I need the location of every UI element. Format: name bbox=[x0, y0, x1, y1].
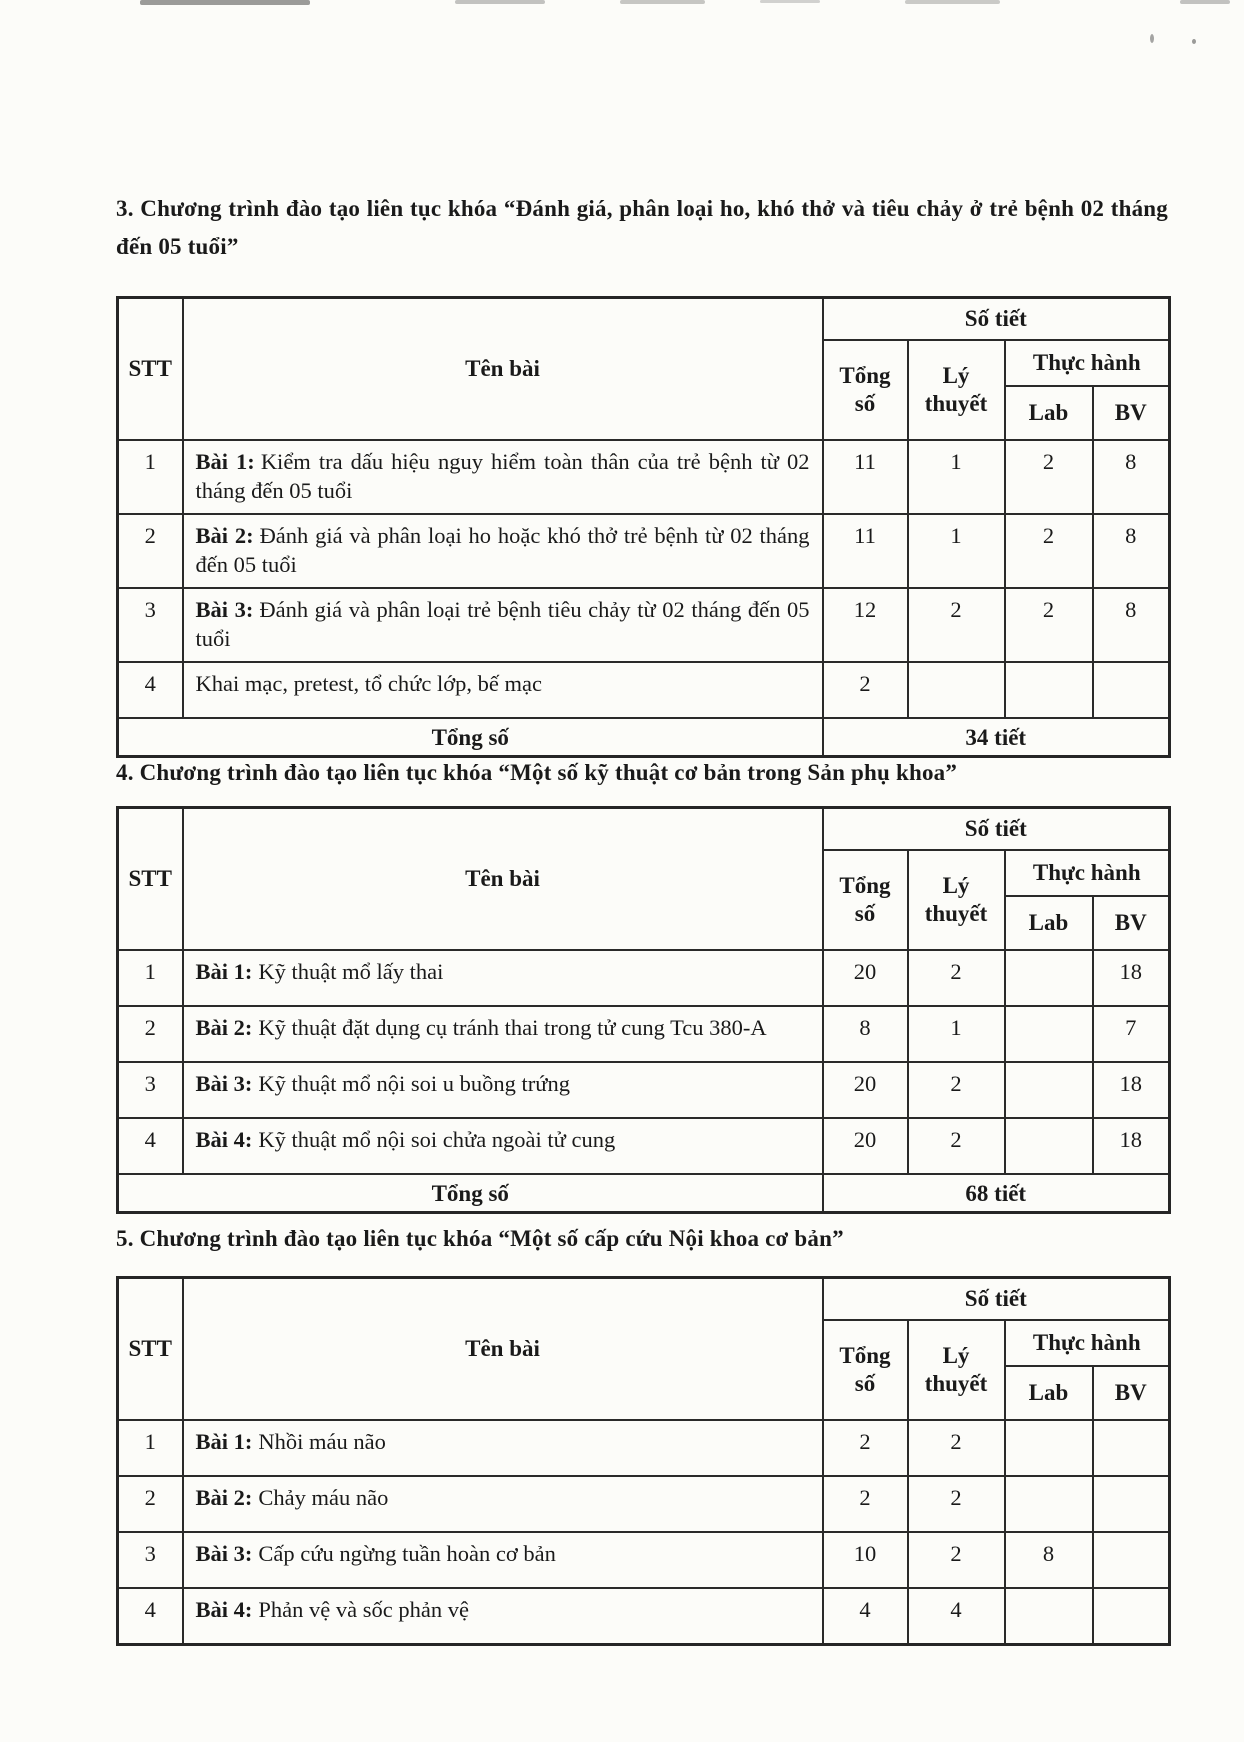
cell-ly-thuyet: 2 bbox=[908, 1118, 1005, 1174]
table-row bbox=[118, 950, 1170, 1006]
cell-ten-bai bbox=[183, 1062, 823, 1118]
cell-ly-thuyet: 2 bbox=[908, 950, 1005, 1006]
cell-total-label: Tổng số bbox=[118, 718, 823, 757]
cell-stt: 4 bbox=[118, 1588, 183, 1645]
lesson-text: Kỹ thuật mổ nội soi u buồng trứng bbox=[258, 1071, 570, 1096]
col-header-bv: BV bbox=[1093, 386, 1170, 440]
cell-tong-so: 2 bbox=[823, 662, 908, 718]
col-header-tong-so: Tổng số bbox=[823, 850, 908, 950]
cell-stt: 2 bbox=[118, 1006, 183, 1062]
cell-ten-bai bbox=[183, 1118, 823, 1174]
cell-bv: 18 bbox=[1093, 950, 1170, 1006]
table-row bbox=[118, 1588, 1170, 1645]
lesson-text: Chảy máu não bbox=[258, 1485, 389, 1510]
table-header-row bbox=[118, 808, 1170, 851]
cell-ten-bai bbox=[183, 1532, 823, 1588]
scan-artifact bbox=[140, 0, 310, 5]
cell-lab bbox=[1005, 662, 1093, 718]
cell-lab: 2 bbox=[1005, 588, 1093, 662]
cell-ly-thuyet: 2 bbox=[908, 588, 1005, 662]
cell-tong-so: 20 bbox=[823, 1062, 908, 1118]
cell-stt: 3 bbox=[118, 1062, 183, 1118]
col-header-ten-bai: Tên bài bbox=[183, 808, 823, 951]
cell-bv: 7 bbox=[1093, 1006, 1170, 1062]
section-heading: 4. Chương trình đào tạo liên tục khóa “Một số kỹ thuật cơ bản trong Sản phụ khoa” bbox=[116, 760, 958, 785]
cell-total-value: 68 tiết bbox=[823, 1174, 1170, 1213]
cell-bv: 8 bbox=[1093, 588, 1170, 662]
col-header-stt: STT bbox=[118, 808, 183, 951]
lesson-label: Bài 2: bbox=[195, 1015, 253, 1040]
lesson-text: Phản vệ và sốc phản vệ bbox=[258, 1597, 469, 1622]
cell-ten-bai bbox=[183, 440, 823, 514]
cell-bv bbox=[1093, 1420, 1170, 1476]
cell-ly-thuyet: 4 bbox=[908, 1588, 1005, 1645]
col-header-ly-thuyet: Lý thuyết bbox=[908, 1320, 1005, 1420]
table-row bbox=[118, 1062, 1170, 1118]
table-header-row bbox=[118, 298, 1170, 341]
cell-stt: 1 bbox=[118, 950, 183, 1006]
table-row bbox=[118, 1532, 1170, 1588]
col-header-lab: Lab bbox=[1005, 896, 1093, 950]
lesson-label: Bài 4: bbox=[195, 1597, 253, 1622]
cell-stt: 4 bbox=[118, 662, 183, 718]
lesson-text: Kiểm tra dấu hiệu nguy hiểm toàn thân của trẻ bệnh từ 02 tháng đến 05 tuổi bbox=[195, 449, 810, 503]
lesson-text: Nhồi máu não bbox=[258, 1429, 386, 1454]
lesson-text: Đánh giá và phân loại trẻ bệnh tiêu chảy từ 02 tháng đến 05 tuổi bbox=[195, 597, 810, 651]
col-header-stt: STT bbox=[118, 298, 183, 441]
cell-lab bbox=[1005, 1420, 1093, 1476]
lesson-text: Cấp cứu ngừng tuần hoàn cơ bản bbox=[258, 1541, 556, 1566]
course-table bbox=[116, 296, 1171, 758]
table-row bbox=[118, 588, 1170, 662]
cell-tong-so: 20 bbox=[823, 950, 908, 1006]
cell-ly-thuyet: 2 bbox=[908, 1062, 1005, 1118]
course-section-3 bbox=[116, 190, 1168, 758]
col-header-tong-so: Tổng số bbox=[823, 1320, 908, 1420]
section-heading: 3. Chương trình đào tạo liên tục khóa “Đánh giá, phân loại ho, khó thở và tiêu chảy ở trẻ bệnh 02 tháng đến 05 tuổi” bbox=[116, 196, 1168, 259]
scan-artifact bbox=[1192, 39, 1196, 44]
cell-lab bbox=[1005, 1062, 1093, 1118]
scan-artifact bbox=[905, 0, 1000, 4]
col-header-thuc-hanh: Thực hành bbox=[1005, 850, 1170, 896]
cell-tong-so: 11 bbox=[823, 514, 908, 588]
col-header-stt: STT bbox=[118, 1278, 183, 1421]
table-row bbox=[118, 1118, 1170, 1174]
lesson-text: Khai mạc, pretest, tổ chức lớp, bế mạc bbox=[195, 671, 542, 696]
col-header-so-tiet: Số tiết bbox=[823, 298, 1170, 341]
cell-ten-bai bbox=[183, 588, 823, 662]
cell-stt: 2 bbox=[118, 1476, 183, 1532]
col-header-ly-thuyet: Lý thuyết bbox=[908, 850, 1005, 950]
cell-bv: 18 bbox=[1093, 1062, 1170, 1118]
scan-artifact bbox=[1180, 0, 1230, 4]
col-header-thuc-hanh: Thực hành bbox=[1005, 340, 1170, 386]
cell-tong-so: 10 bbox=[823, 1532, 908, 1588]
lesson-label: Bài 3: bbox=[195, 597, 254, 622]
cell-ten-bai bbox=[183, 514, 823, 588]
col-header-ly-thuyet: Lý thuyết bbox=[908, 340, 1005, 440]
cell-ly-thuyet: 1 bbox=[908, 514, 1005, 588]
cell-ten-bai bbox=[183, 1476, 823, 1532]
lesson-text: Kỹ thuật đặt dụng cụ tránh thai trong tử cung Tcu 380-A bbox=[258, 1015, 767, 1040]
col-header-thuc-hanh: Thực hành bbox=[1005, 1320, 1170, 1366]
lesson-label: Bài 1: bbox=[195, 959, 253, 984]
table-row bbox=[118, 1420, 1170, 1476]
cell-tong-so: 4 bbox=[823, 1588, 908, 1645]
lesson-text: Đánh giá và phân loại ho hoặc khó thở trẻ bệnh từ 02 tháng đến 05 tuổi bbox=[195, 523, 810, 577]
course-section-5 bbox=[116, 1220, 1168, 1646]
lesson-label: Bài 3: bbox=[195, 1071, 253, 1096]
lesson-label: Bài 2: bbox=[195, 523, 254, 548]
cell-bv: 18 bbox=[1093, 1118, 1170, 1174]
cell-total-label: Tổng số bbox=[118, 1174, 823, 1213]
table-header-row bbox=[118, 1278, 1170, 1321]
col-header-ten-bai: Tên bài bbox=[183, 1278, 823, 1421]
lesson-text: Kỹ thuật mổ nội soi chửa ngoài tử cung bbox=[258, 1127, 616, 1152]
cell-ly-thuyet: 2 bbox=[908, 1532, 1005, 1588]
cell-stt: 3 bbox=[118, 1532, 183, 1588]
cell-lab bbox=[1005, 1476, 1093, 1532]
cell-lab bbox=[1005, 1006, 1093, 1062]
cell-lab: 2 bbox=[1005, 440, 1093, 514]
lesson-label: Bài 4: bbox=[195, 1127, 253, 1152]
col-header-bv: BV bbox=[1093, 1366, 1170, 1420]
lesson-text: Kỹ thuật mổ lấy thai bbox=[258, 959, 444, 984]
cell-tong-so: 2 bbox=[823, 1476, 908, 1532]
col-header-lab: Lab bbox=[1005, 386, 1093, 440]
cell-ly-thuyet: 2 bbox=[908, 1476, 1005, 1532]
course-section-4 bbox=[116, 754, 1168, 1214]
cell-stt: 1 bbox=[118, 1420, 183, 1476]
lesson-label: Bài 3: bbox=[195, 1541, 253, 1566]
cell-stt: 2 bbox=[118, 514, 183, 588]
cell-stt: 3 bbox=[118, 588, 183, 662]
table-row bbox=[118, 514, 1170, 588]
cell-bv: 8 bbox=[1093, 514, 1170, 588]
scan-artifact bbox=[455, 0, 545, 4]
table-row bbox=[118, 662, 1170, 718]
lesson-label: Bài 2: bbox=[195, 1485, 253, 1510]
lesson-label: Bài 1: bbox=[195, 449, 255, 474]
cell-ten-bai bbox=[183, 950, 823, 1006]
cell-bv: 8 bbox=[1093, 440, 1170, 514]
scan-artifact bbox=[760, 0, 820, 3]
cell-lab: 2 bbox=[1005, 514, 1093, 588]
section-heading: 5. Chương trình đào tạo liên tục khóa “Một số cấp cứu Nội khoa cơ bản” bbox=[116, 1226, 844, 1251]
course-table bbox=[116, 1276, 1171, 1646]
cell-tong-so: 2 bbox=[823, 1420, 908, 1476]
col-header-ten-bai: Tên bài bbox=[183, 298, 823, 441]
cell-bv bbox=[1093, 662, 1170, 718]
scan-artifact bbox=[1150, 34, 1154, 43]
cell-ly-thuyet: 1 bbox=[908, 1006, 1005, 1062]
cell-total-value: 34 tiết bbox=[823, 718, 1170, 757]
col-header-bv: BV bbox=[1093, 896, 1170, 950]
cell-bv bbox=[1093, 1532, 1170, 1588]
col-header-so-tiet: Số tiết bbox=[823, 1278, 1170, 1321]
cell-ly-thuyet bbox=[908, 662, 1005, 718]
cell-tong-so: 11 bbox=[823, 440, 908, 514]
cell-tong-so: 20 bbox=[823, 1118, 908, 1174]
table-total-row bbox=[118, 718, 1170, 757]
col-header-so-tiet: Số tiết bbox=[823, 808, 1170, 851]
table-row bbox=[118, 1476, 1170, 1532]
cell-bv bbox=[1093, 1588, 1170, 1645]
cell-lab bbox=[1005, 950, 1093, 1006]
cell-lab bbox=[1005, 1588, 1093, 1645]
cell-tong-so: 12 bbox=[823, 588, 908, 662]
course-table bbox=[116, 806, 1171, 1214]
cell-lab bbox=[1005, 1118, 1093, 1174]
col-header-lab: Lab bbox=[1005, 1366, 1093, 1420]
table-row bbox=[118, 440, 1170, 514]
col-header-tong-so: Tổng số bbox=[823, 340, 908, 440]
cell-ten-bai bbox=[183, 1588, 823, 1645]
table-total-row bbox=[118, 1174, 1170, 1213]
lesson-label: Bài 1: bbox=[195, 1429, 253, 1454]
cell-ten-bai bbox=[183, 1006, 823, 1062]
cell-bv bbox=[1093, 1476, 1170, 1532]
cell-tong-so: 8 bbox=[823, 1006, 908, 1062]
cell-ly-thuyet: 2 bbox=[908, 1420, 1005, 1476]
cell-ten-bai bbox=[183, 662, 823, 718]
table-row bbox=[118, 1006, 1170, 1062]
cell-lab: 8 bbox=[1005, 1532, 1093, 1588]
scan-artifact bbox=[620, 0, 705, 4]
cell-stt: 1 bbox=[118, 440, 183, 514]
cell-ly-thuyet: 1 bbox=[908, 440, 1005, 514]
cell-ten-bai bbox=[183, 1420, 823, 1476]
cell-stt: 4 bbox=[118, 1118, 183, 1174]
